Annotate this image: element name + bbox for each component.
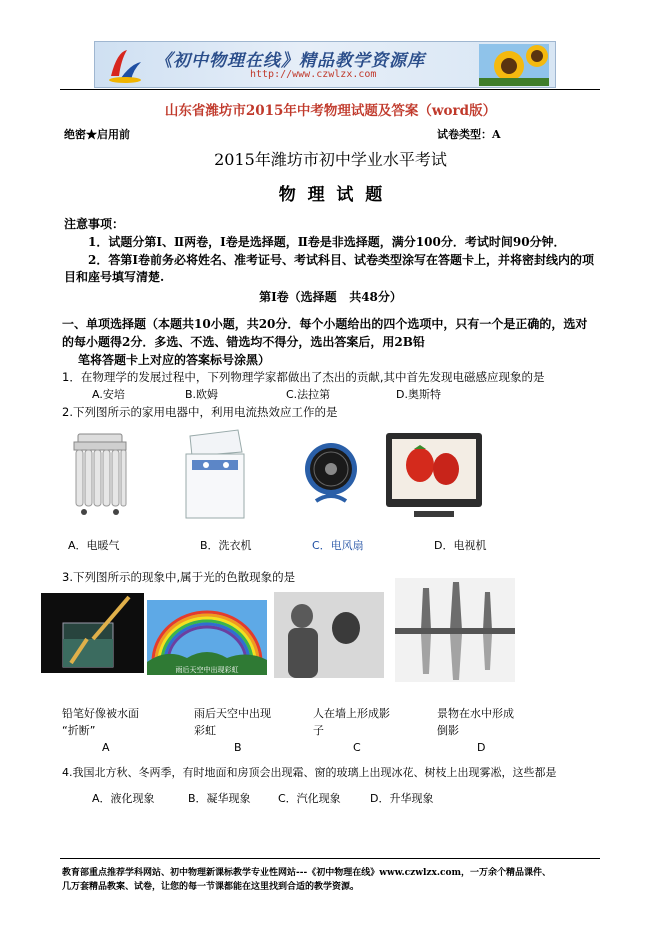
- paper-type: 试卷类型：A: [437, 128, 501, 141]
- q3-caption-a-2: “折断”: [62, 724, 96, 737]
- reflection-image: [395, 578, 515, 682]
- section-heading-3: 笔将答题卡上对应的答案标号涂黑）: [78, 353, 271, 367]
- q3-option-a[interactable]: A: [102, 741, 110, 754]
- q3-caption-c-1: 人在墙上形成影: [313, 707, 390, 720]
- electric-fan-image: [302, 441, 360, 507]
- header-rule: [60, 89, 600, 90]
- q4-stem: 4.我国北方秋、冬两季，有时地面和房顶会出现霜、窗的玻璃上出现冰花、树枝上出现雾凇，这些都是: [62, 766, 557, 779]
- q4-option-b[interactable]: B．凝华现象: [188, 792, 251, 805]
- q3-caption-b-1: 雨后天空中出现: [194, 707, 271, 720]
- footer-rule: [60, 858, 600, 859]
- q3-option-d[interactable]: D: [477, 741, 486, 754]
- q2-option-a[interactable]: A．电暖气: [68, 539, 120, 552]
- banner-title: 《初中物理在线》精品教学资源库: [155, 51, 425, 71]
- q3-caption-c-2: 子: [313, 724, 324, 737]
- notice-item-2: 2．答第Ⅰ卷前务必将姓名、准考证号、考试科目、试卷类型涂写在答题卡上，并将密封线内的项: [88, 253, 594, 267]
- banner: [94, 41, 556, 88]
- rainbow-image: [147, 600, 267, 675]
- q2-option-b[interactable]: B．洗衣机: [200, 539, 252, 552]
- volume-heading: 第Ⅰ卷（选择题 共48分）: [259, 290, 402, 304]
- doc-title: 山东省潍坊市2015年中考物理试题及答案（word版）: [164, 103, 497, 119]
- rainbow-label: 雨后天空中出现彩虹: [175, 666, 239, 674]
- q1-option-d[interactable]: D.奥斯特: [396, 388, 441, 401]
- q4-option-c[interactable]: C．汽化现象: [278, 792, 341, 805]
- shadow-image: [274, 592, 384, 678]
- q3-option-c[interactable]: C: [353, 741, 361, 754]
- q2-option-c[interactable]: C．电风扇: [312, 539, 364, 552]
- footer-line-1: 教育部重点推荐学科网站、初中物理新课标教学专业性网站---《初中物理在线》www.czwlzx.com，一万余个精品课件、: [62, 868, 552, 878]
- q3-option-b[interactable]: B: [234, 741, 242, 754]
- q1-option-a[interactable]: A.安培: [92, 388, 125, 401]
- sunflower-icon: [479, 44, 549, 86]
- exam-title: 2015年潍坊市初中学业水平考试: [214, 150, 447, 169]
- q3-caption-d-2: 倒影: [437, 724, 459, 737]
- q2-stem: 2.下列图所示的家用电器中，利用电流热效应工作的是: [62, 405, 338, 419]
- notice-heading: 注意事项：: [64, 217, 125, 231]
- logo-icon: [105, 46, 145, 84]
- q4-option-a[interactable]: A．液化现象: [92, 792, 155, 805]
- q1-stem: 1．在物理学的发展过程中，下列物理学家都做出了杰出的贡献,其中首先发现电磁感应现象的是: [62, 370, 545, 384]
- section-heading: 一、单项选择题（本题共10小题，共20分．每个小题给出的四个选项中，只有一个是正确的，选对: [62, 317, 588, 331]
- footer-line-2: 几万套精品教案、试卷，让您的每一节课都能在这里找到合适的教学资源。: [62, 882, 360, 892]
- pencil-in-water-image: [41, 593, 144, 673]
- q3-caption-d-1: 景物在水中形成: [437, 707, 514, 720]
- q2-option-d[interactable]: D．电视机: [434, 539, 487, 552]
- subject-title: 物 理 试 题: [278, 185, 383, 205]
- television-image: [384, 431, 484, 523]
- q1-option-b[interactable]: B.欧姆: [185, 388, 219, 401]
- notice-item-1: 1．试题分第Ⅰ、Ⅱ两卷，Ⅰ卷是选择题，Ⅱ卷是非选择题，满分100分．考试时间90分钟．: [88, 235, 566, 249]
- q4-option-d[interactable]: D．升华现象: [370, 792, 434, 805]
- banner-url[interactable]: http://www.czwlzx.com: [250, 69, 377, 80]
- notice-item-2-cont: 目和座号填写清楚.: [64, 270, 165, 284]
- q3-caption-b-2: 彩虹: [194, 724, 216, 737]
- q1-option-c[interactable]: C.法拉第: [286, 388, 331, 401]
- q3-stem: 3.下列图所示的现象中,属于光的色散现象的是: [62, 570, 296, 584]
- washing-machine-image: [176, 426, 256, 522]
- section-heading-2: 的每小题得2分．多选、不选、错选均不得分，选出答案后，用2B铅: [62, 335, 425, 349]
- secret-label: 绝密★启用前: [64, 128, 130, 141]
- q3-caption-a-1: 铅笔好像被水面: [62, 707, 139, 720]
- heater-image: [70, 432, 130, 517]
